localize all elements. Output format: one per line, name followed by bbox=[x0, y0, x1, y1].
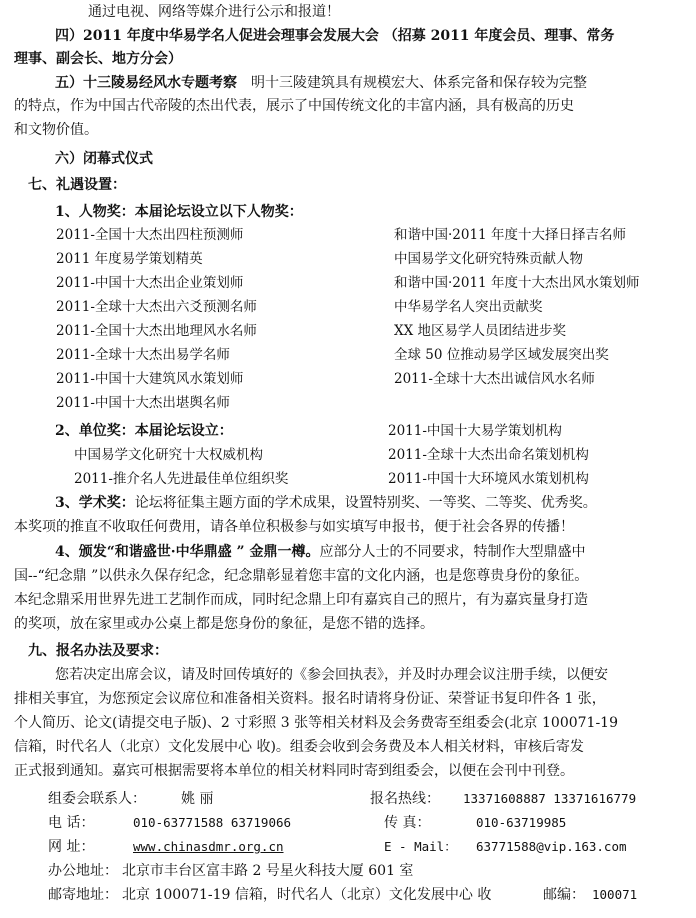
ding-award-line bbox=[55, 543, 585, 561]
list-item: 中华易学名人突出贡献奖 bbox=[394, 299, 543, 315]
registration-para-5: 正式报到通知。嘉宾可根据需要将本单位的相关材料同时寄到组委会，以便在会刊中刊登。 bbox=[14, 763, 574, 779]
zip-label: 邮编： bbox=[543, 887, 585, 903]
email-label: E - Mail： bbox=[384, 839, 457, 854]
academic-award-body-2: 本奖项的推直不收取任何费用，请各单位积极参与如实填写申报书，便于社会各界的传播！ bbox=[14, 519, 574, 535]
section-5-body: 明十三陵建筑具有规模宏大、体系完备和保存较为完整 bbox=[251, 75, 587, 91]
list-item: 和谐中国·2011 年度十大择日择吉名师 bbox=[394, 227, 626, 243]
list-item: 2011-全球十大杰出六爻预测名师 bbox=[56, 299, 257, 315]
list-item: 中国易学文化研究十大权威机构 bbox=[74, 447, 263, 463]
fax-value: 010-63719985 bbox=[476, 815, 567, 830]
zip-value: 100071 bbox=[592, 887, 638, 902]
web-label: 网 址： bbox=[48, 839, 95, 855]
section-5-line bbox=[55, 74, 587, 92]
hotline-values: 13371608887 13371616779 bbox=[463, 791, 637, 806]
ding-award-body-2: 国--“纪念鼎 ”以供永久保存纪念，纪念鼎彰显着您丰富的文化内涵，也是您尊贵身份的象征。 bbox=[14, 568, 589, 584]
list-item: 2011-中国十大环境风水策划机构 bbox=[388, 471, 589, 487]
section-5-body-2: 的特点，作为中国古代帝陵的杰出代表，展示了中国传统文化的丰富内涵，具有极高的历史 bbox=[14, 98, 574, 114]
registration-heading: 九、报名办法及要求： bbox=[28, 643, 168, 659]
academic-award-heading: 3、学术奖： bbox=[55, 495, 135, 511]
mail-address: 北京 100071-19 信箱，时代名人（北京）文化发展中心 收 bbox=[122, 887, 492, 903]
hotline-label: 报名热线： bbox=[370, 791, 440, 807]
registration-para-4: 信箱，时代名人（北京）文化发展中心 收)。组委会收到会务费及本人相关材料，审核后寄发 bbox=[14, 739, 584, 755]
phone-label: 电 话： bbox=[48, 815, 95, 831]
academic-award-body: 论坛将征集主题方面的学术成果，设置特别奖、一等奖、二等奖、优秀奖。 bbox=[134, 495, 597, 511]
ding-award-body-3: 本纪念鼎采用世界先进工艺制作而成，同时纪念鼎上印有嘉宾自己的照片，有为嘉宾量身打造 bbox=[14, 592, 588, 608]
email-value[interactable]: 63771588@vip.163.com bbox=[476, 839, 627, 854]
list-item: 全球 50 位推动易学区域发展突出奖 bbox=[394, 347, 609, 363]
contact-name: 姚 丽 bbox=[181, 791, 214, 807]
phone-value: 010-63771588 63719066 bbox=[133, 815, 292, 830]
list-item: 2011-全球十大杰出命名策划机构 bbox=[388, 447, 589, 463]
office-address: 北京市丰台区富丰路 2 号星火科技大厦 601 室 bbox=[122, 863, 414, 879]
mail-label: 邮寄地址： bbox=[48, 887, 118, 903]
unit-award-heading: 2、单位奖：本届论坛设立： bbox=[55, 423, 233, 439]
list-item: XX 地区易学人员团结进步奖 bbox=[394, 323, 567, 339]
section-4-title: 四）2011 年度中华易学名人促进会理事会发展大会 （招募 2011 年度会员、理事、常务 bbox=[55, 28, 615, 44]
list-item: 2011-全国十大杰出四柱预测师 bbox=[56, 227, 244, 243]
list-item: 2011-推介名人先进最佳单位组织奖 bbox=[74, 471, 289, 487]
registration-para-2: 排相关事宜，为您预定会议席位和准备相关资料。报名时请将身份证、荣誉证书复印件各 1 张， bbox=[14, 691, 606, 707]
section-4-title-cont: 理事、副会长、地方分会） bbox=[14, 51, 182, 67]
list-item: 2011-中国十大建筑风水策划师 bbox=[56, 371, 244, 387]
person-award-heading: 1、人物奖：本届论坛设立以下人物奖： bbox=[55, 204, 303, 220]
ding-award-heading: 4、颁发“和谐盛世·中华鼎盛 ” 金鼎一樽。 bbox=[55, 544, 320, 560]
ding-award-body: 应部分人士的不同要求，特制作大型鼎盛中 bbox=[319, 544, 586, 560]
website-link[interactable]: www.chinasdmr.org.cn bbox=[133, 839, 284, 854]
list-item: 2011-中国十大杰出企业策划师 bbox=[56, 275, 244, 291]
office-label: 办公地址： bbox=[48, 863, 118, 879]
intro-continuation: 通过电视、网络等媒介进行公示和报道！ bbox=[88, 4, 340, 20]
list-item: 2011-中国十大易学策划机构 bbox=[388, 423, 562, 439]
registration-para-1: 您若决定出席会议，请及时回传填好的《参会回执表》，并及时办理会议注册手续，以便安 bbox=[55, 667, 608, 683]
contact-label: 组委会联系人： bbox=[48, 791, 146, 807]
list-item: 2011-全国十大杰出地理风水名师 bbox=[56, 323, 257, 339]
academic-award-line bbox=[55, 494, 597, 512]
list-item: 中国易学文化研究特殊贡献人物 bbox=[394, 251, 583, 267]
list-item: 和谐中国·2011 年度十大杰出风水策划师 bbox=[394, 275, 640, 291]
list-item: 2011-中国十大杰出堪舆名师 bbox=[56, 395, 230, 411]
fax-label: 传 真： bbox=[384, 815, 431, 831]
list-item: 2011-全球十大杰出易学名师 bbox=[56, 347, 230, 363]
list-item: 2011-全球十大杰出诚信风水名师 bbox=[394, 371, 595, 387]
section-5-body-3: 和文物价值。 bbox=[14, 122, 98, 138]
section-6-title: 六）闭幕式仪式 bbox=[55, 151, 153, 167]
ding-award-body-4: 的奖项，放在家里或办公桌上都是您身份的象征，是您不错的选择。 bbox=[14, 616, 434, 632]
awards-heading: 七、礼遇设置： bbox=[28, 177, 126, 193]
list-item: 2011 年度易学策划精英 bbox=[56, 251, 203, 267]
registration-para-3: 个人简历、论文(请提交电子版)、2 寸彩照 3 张等相关材料及会务费寄至组委会(北京 100071-19 bbox=[14, 715, 618, 731]
section-5-heading: 五）十三陵易经风水专题考察 bbox=[55, 75, 237, 91]
